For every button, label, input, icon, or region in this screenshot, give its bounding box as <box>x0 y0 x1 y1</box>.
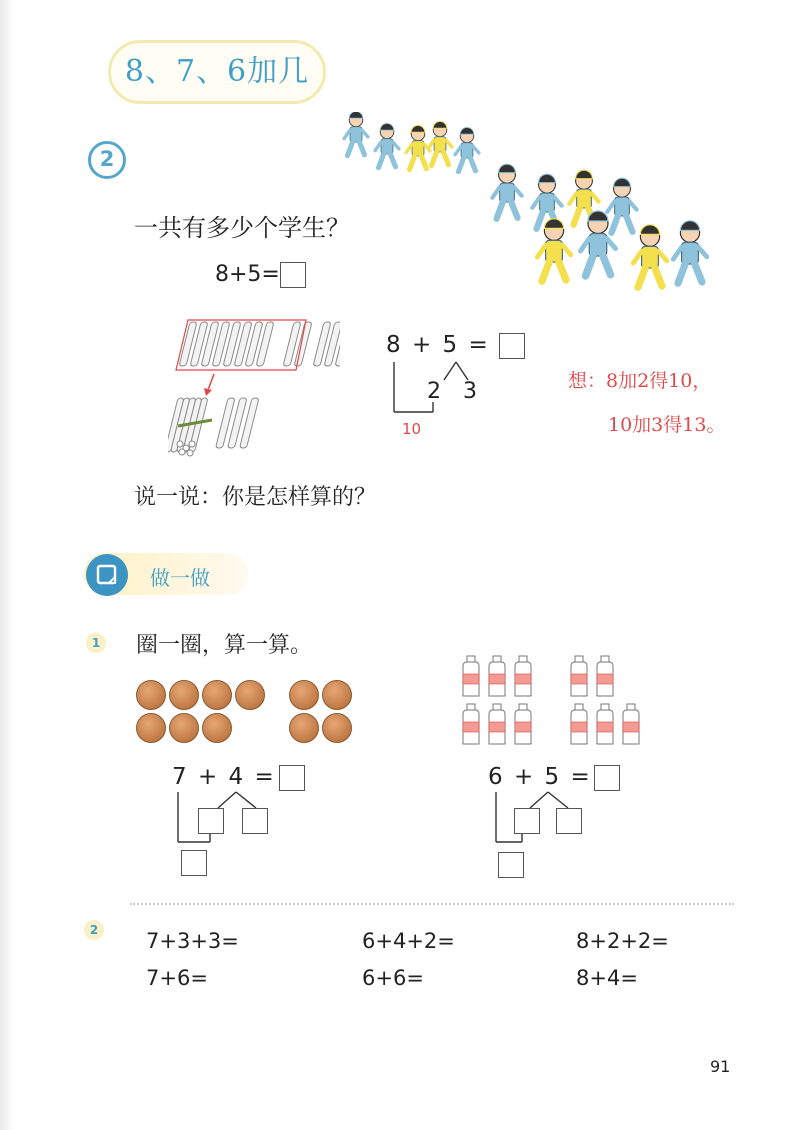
cookie <box>202 680 232 710</box>
running-students-illustration <box>332 112 722 330</box>
student-figure <box>673 221 707 283</box>
lesson-title: 8、7、6加几 <box>124 54 310 89</box>
cookie <box>169 713 199 743</box>
cookie <box>289 680 319 710</box>
plus-sign: + <box>197 764 220 790</box>
equals-sign: = <box>254 764 276 790</box>
example-number-badge: 2 <box>88 141 126 179</box>
calc-item: 6+6= <box>362 966 424 990</box>
addend-a: 6 <box>488 764 505 790</box>
cookie <box>322 713 352 743</box>
answer-box[interactable] <box>280 262 306 288</box>
bottle <box>463 704 479 744</box>
exercise-number: 2 <box>84 920 104 940</box>
calc-item: 6+4+2= <box>362 929 455 953</box>
hint-line-2: 10加3得13。 <box>608 414 726 436</box>
addend-b: 5 <box>442 332 460 358</box>
calc-item: 8+2+2= <box>576 929 669 953</box>
equation-prompt <box>215 262 306 288</box>
question-text: 一共有多少个学生？ <box>134 214 350 242</box>
section-divider <box>130 903 734 905</box>
practice-label: 做一做 <box>150 566 210 590</box>
addend-b: 4 <box>228 764 246 790</box>
student-figure <box>607 178 636 233</box>
bottle <box>597 704 613 744</box>
bottle <box>515 656 531 696</box>
plus-sign: + <box>513 764 536 790</box>
bottle <box>571 704 587 744</box>
student-figure <box>537 219 571 281</box>
student-figure <box>406 125 430 169</box>
split-box[interactable] <box>198 808 224 834</box>
bottle <box>515 704 531 744</box>
answer-box[interactable] <box>499 333 525 359</box>
bottle <box>489 704 505 744</box>
exercise-1-left-equation <box>172 764 276 790</box>
bottle <box>463 656 479 696</box>
equation-prompt-text: 8+5= <box>215 262 280 287</box>
student-figure <box>375 123 399 167</box>
split-box[interactable] <box>242 808 268 834</box>
cookie <box>322 680 352 710</box>
split-box[interactable] <box>556 808 582 834</box>
student-figure <box>428 121 452 165</box>
split-part-1: 2 <box>427 379 441 404</box>
cookie <box>235 680 265 710</box>
bottle <box>597 656 613 696</box>
discussion-prompt: 说一说：你是怎样算的？ <box>134 485 377 510</box>
exercise-1-instruction: 圈一圈，算一算。 <box>136 633 313 658</box>
addend-b: 5 <box>544 764 562 790</box>
student-figure <box>581 211 616 276</box>
ten-box[interactable] <box>498 852 524 878</box>
student-figure <box>492 164 521 219</box>
cookie <box>202 713 232 743</box>
answer-box[interactable] <box>279 765 305 791</box>
student-figure <box>455 127 479 171</box>
practice-icon <box>86 554 128 596</box>
exercise-number: 1 <box>86 633 106 653</box>
equals-sign: = <box>570 764 592 790</box>
equals-sign: = <box>468 332 490 358</box>
split-box[interactable] <box>514 808 540 834</box>
bottles-illustration <box>456 652 656 748</box>
bottle <box>489 656 505 696</box>
bottle <box>571 656 587 696</box>
make-ten-label: 10 <box>402 420 422 438</box>
counting-sticks-illustration <box>168 316 340 458</box>
split-part-2: 3 <box>463 379 477 404</box>
hint-line-1: 想：8加2得10， <box>568 370 712 392</box>
calc-item: 8+4= <box>576 966 638 990</box>
addend-a: 7 <box>172 764 189 790</box>
student-figure <box>633 225 667 287</box>
bottle <box>623 704 639 744</box>
decomposition-equation <box>386 332 525 359</box>
cookie <box>169 680 199 710</box>
calc-item: 7+6= <box>146 966 208 990</box>
answer-box[interactable] <box>594 765 620 791</box>
plus-sign: + <box>411 332 434 358</box>
cookie <box>289 713 319 743</box>
exercise-1-right-equation <box>488 764 592 790</box>
ten-box[interactable] <box>181 850 207 876</box>
addend-a: 8 <box>386 332 403 358</box>
calc-item: 7+3+3= <box>146 929 239 953</box>
cookie <box>136 680 166 710</box>
cookie <box>136 713 166 743</box>
student-figure <box>344 112 368 156</box>
page-number: 91 <box>710 1057 731 1076</box>
page-spine-shadow <box>0 0 14 1130</box>
